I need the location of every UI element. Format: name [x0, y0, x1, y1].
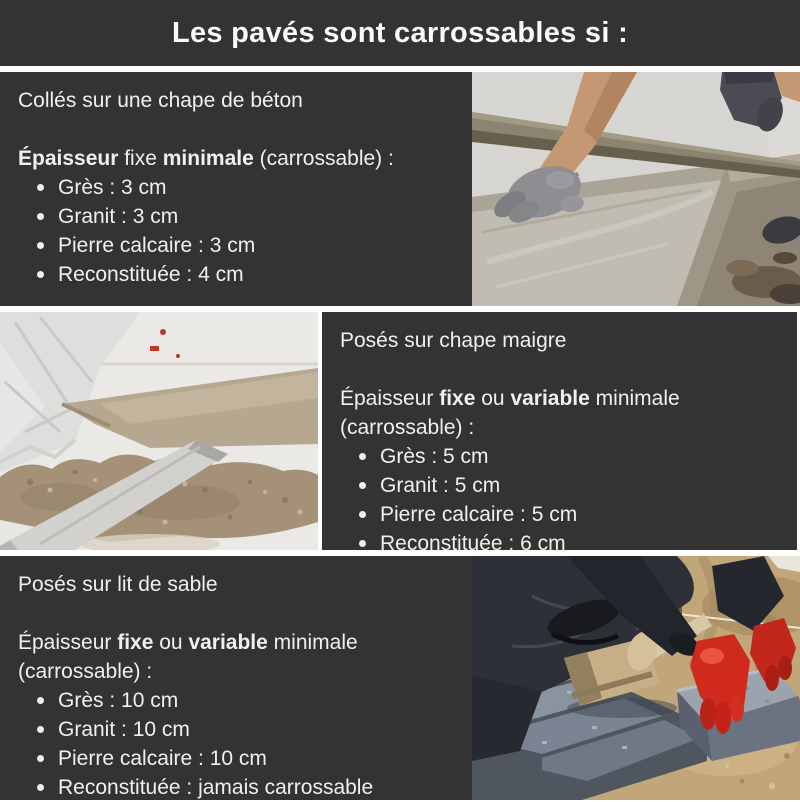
section3-spec-list [18, 686, 454, 802]
section2-title: Posés sur chape maigre [340, 329, 567, 352]
thickness-text-segment: fixe [439, 387, 476, 410]
spec-bullet-item: Granit : 10 cm [18, 715, 454, 744]
thickness-text-segment: Épaisseur [340, 387, 440, 410]
section2-thickness-line [340, 384, 779, 442]
section1-spec-list [18, 173, 454, 289]
spec-bullet-item: Grès : 5 cm [340, 442, 779, 471]
spec-bullet-item: Pierre calcaire : 5 cm [340, 500, 779, 529]
thickness-text-segment: variable [510, 387, 590, 410]
section-laid-on-sand-bed [0, 556, 800, 800]
spec-bullet-item: Reconstituée : jamais carrossable [18, 773, 454, 802]
section-glued-on-concrete [0, 72, 800, 306]
spec-bullet-item: Grès : 10 cm [18, 686, 454, 715]
spec-bullet-item: Pierre calcaire : 10 cm [18, 744, 454, 773]
header-bar [0, 0, 800, 66]
page-title: Les pavés sont carrossables si : [171, 16, 629, 49]
section3-title: Posés sur lit de sable [18, 573, 218, 596]
thickness-text-segment: minimale [162, 147, 254, 170]
concrete-screed-smoothing-photo [472, 72, 800, 306]
section2-text-panel [322, 312, 797, 555]
section1-text-panel [0, 72, 472, 306]
lean-mortar-screed-photo [0, 312, 318, 550]
section1-title: Collés sur une chape de béton [18, 89, 303, 112]
spec-bullet-item: Granit : 5 cm [340, 471, 779, 500]
thickness-text-segment: ou [475, 387, 511, 410]
section2-spec-list [340, 442, 779, 558]
thickness-text-segment: minimale (carrossable) : [340, 387, 680, 439]
spec-bullet-item: Reconstituée : 4 cm [18, 260, 454, 289]
thickness-text-segment: minimale (carrossable) : [18, 631, 358, 683]
thickness-text-segment: (carrossable) : [253, 147, 394, 170]
section3-thickness-line [18, 628, 454, 686]
section3-photo [472, 556, 800, 800]
thickness-text-segment: ou [153, 631, 189, 654]
spec-bullet-item: Granit : 3 cm [18, 202, 454, 231]
section1-photo [472, 72, 800, 306]
section3-text-panel [0, 556, 472, 800]
spec-bullet-item: Reconstituée : 6 cm [340, 529, 779, 558]
spec-bullet-item: Grès : 3 cm [18, 173, 454, 202]
thickness-text-segment: Épaisseur [18, 147, 119, 170]
thickness-text-segment: Épaisseur [18, 631, 118, 654]
section2-photo [0, 312, 318, 550]
paver-laying-on-sand-photo [472, 556, 800, 800]
section1-thickness-line [18, 144, 454, 173]
section-laid-on-lean-screed [0, 312, 800, 555]
spec-bullet-item: Pierre calcaire : 3 cm [18, 231, 454, 260]
thickness-text-segment: fixe [118, 147, 163, 170]
thickness-text-segment: fixe [117, 631, 154, 654]
thickness-text-segment: variable [188, 631, 268, 654]
